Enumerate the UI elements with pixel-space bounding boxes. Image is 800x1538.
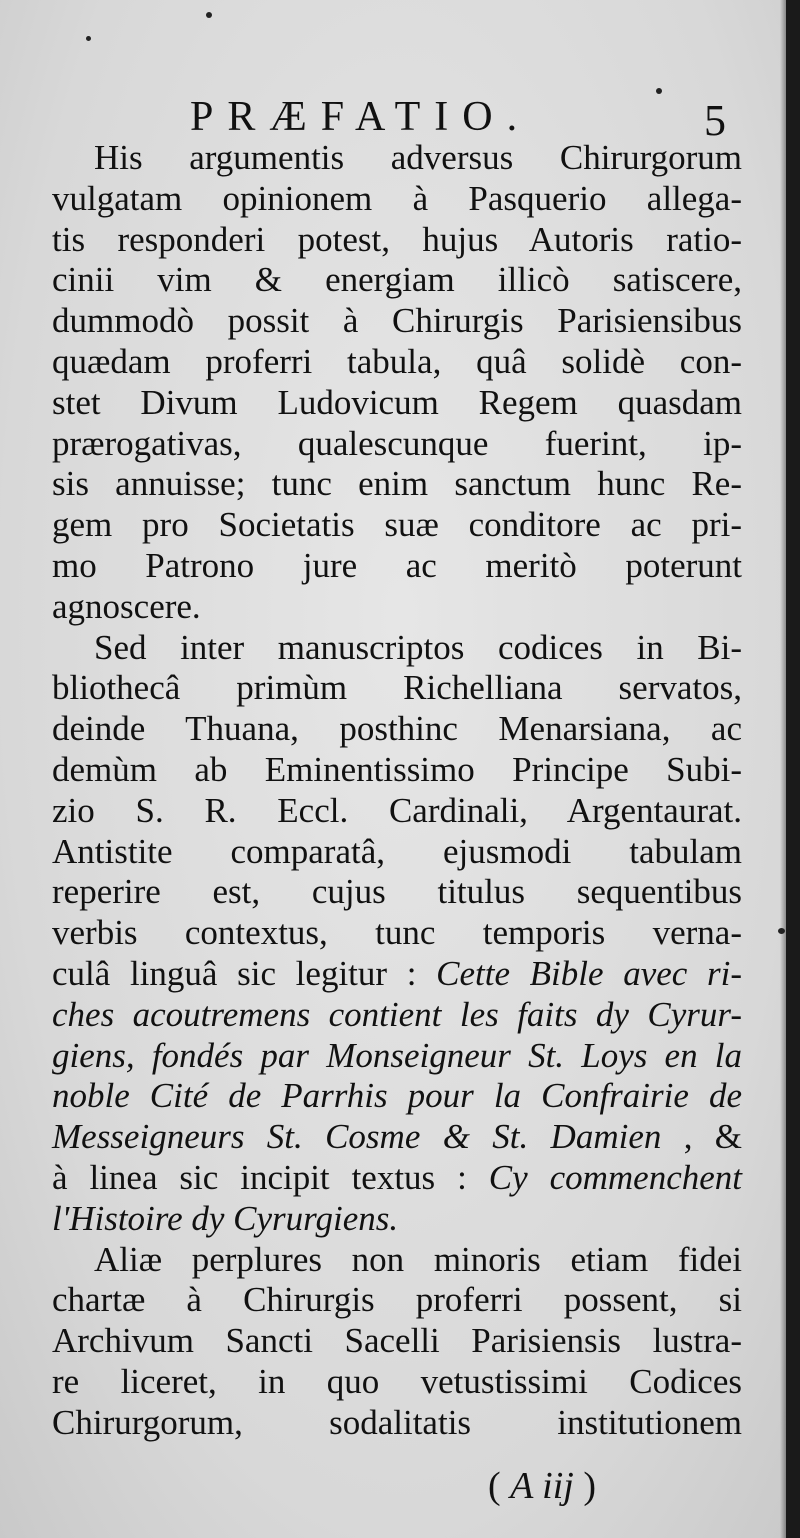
text-fragment: à linea sic incipit textus :	[52, 1157, 467, 1197]
italic-title-line: ches acoutremens contient les faits dy Cyrur-	[52, 994, 742, 1034]
ink-speck	[206, 12, 212, 18]
text-line: Archivum Sancti Sacelli Parisiensis lustra-	[52, 1321, 742, 1361]
text-line	[52, 954, 742, 995]
text-line: Antistite comparatâ, ejusmodi tabulam	[52, 831, 742, 871]
text-line: agnoscere.	[52, 586, 201, 626]
text-line	[52, 1117, 742, 1158]
signature-mark	[488, 1464, 596, 1508]
text-line: prærogativas, qualescunque fuerint, ip-	[52, 423, 742, 463]
text-line: cinii vim & energiam illicò satiscere,	[52, 260, 742, 300]
text-line: deinde Thuana, posthinc Menarsiana, ac	[52, 709, 742, 749]
running-head: PRÆFATIO.	[190, 94, 532, 140]
signature-open-paren: (	[488, 1465, 501, 1507]
text-line: re liceret, in quo vetustissimi Codices	[52, 1361, 742, 1401]
text-line: demùm ab Eminentissimo Principe Subi-	[52, 749, 742, 789]
text-line: His argumentis adversus Chirurgorum	[94, 138, 742, 177]
text-line: mo Patrono jure ac meritò poterunt	[52, 545, 742, 585]
text-line: gem pro Societatis suæ conditore ac pri-	[52, 505, 742, 545]
text-line	[52, 1158, 742, 1199]
text-line: verbis contextus, tunc temporis verna-	[52, 913, 742, 953]
italic-title-fragment: Cette Bible avec ri-	[436, 953, 742, 993]
text-line: zio S. R. Eccl. Cardinali, Argentaurat.	[52, 790, 742, 830]
italic-title-fragment: Messeigneurs St. Cosme & St. Damien	[52, 1117, 662, 1157]
text-line: stet Divum Ludovicum Regem quasdam	[52, 382, 742, 422]
italic-title-fragment: Cy commenchent	[488, 1157, 743, 1197]
text-line: Aliæ perplures non minoris etiam fidei	[94, 1239, 742, 1279]
text-line: Sed inter manuscriptos codices in Bi-	[94, 627, 742, 667]
text-line: tis responderi potest, hujus Autoris ratio-	[52, 219, 742, 259]
italic-title-line: noble Cité de Parrhis pour la Confrairie de	[52, 1076, 742, 1116]
text-line: dummodò possit à Chirurgis Parisiensibus	[52, 301, 742, 341]
ink-speck	[778, 928, 785, 934]
text-line: reperire est, cujus titulus sequentibus	[52, 872, 742, 912]
page-number: 5	[704, 96, 726, 145]
ink-speck	[656, 88, 662, 94]
text-line: Chirurgorum, sodalitatis institutionem	[52, 1402, 742, 1442]
body-text	[52, 138, 742, 1444]
text-fragment: , &	[683, 1117, 742, 1157]
text-line: chartæ à Chirurgis proferri possent, si	[52, 1280, 742, 1320]
text-line: bliothecâ primùm Richelliana servatos,	[52, 668, 742, 708]
signature-text: A iij	[510, 1465, 574, 1507]
book-spine-edge	[786, 0, 800, 1538]
text-line: sis annuisse; tunc enim sanctum hunc Re-	[52, 464, 742, 504]
italic-title-line: giens, fondés par Monseigneur St. Loys en la	[52, 1035, 742, 1075]
italic-title-line: l'Histoire dy Cyrurgiens.	[52, 1198, 399, 1238]
signature-close-paren: )	[583, 1465, 597, 1507]
ink-speck	[86, 36, 91, 41]
text-fragment: culâ linguâ sic legitur :	[52, 953, 417, 993]
text-line: quædam proferri tabula, quâ solidè con-	[52, 341, 742, 381]
text-line: vulgatam opinionem à Pasquerio allega-	[52, 178, 742, 218]
